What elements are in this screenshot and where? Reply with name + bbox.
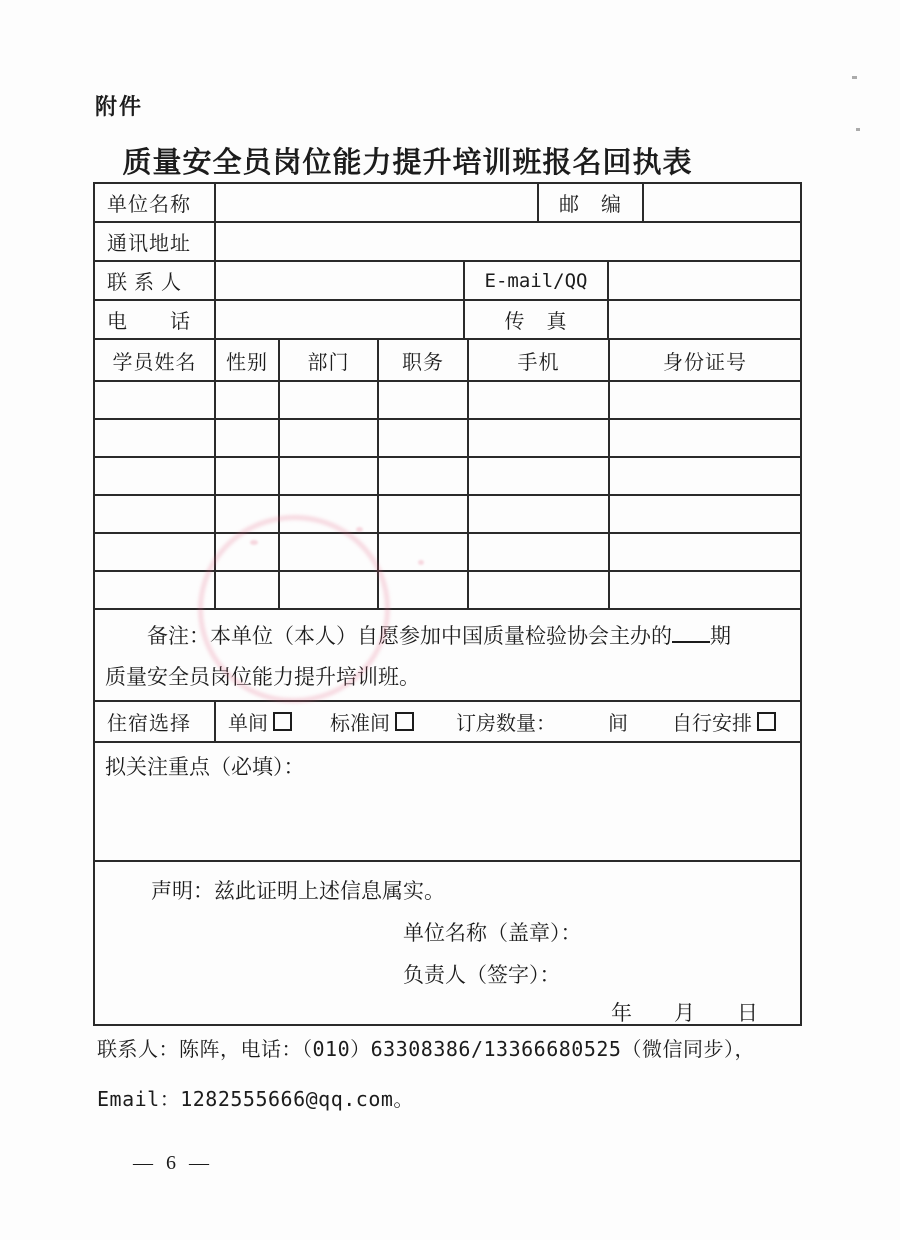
remark-text-prefix: 备注：本单位（本人）自愿参加中国质量检验协会主办的 — [147, 624, 672, 648]
student-empty-rows — [95, 382, 800, 610]
student-cell — [280, 382, 379, 418]
student-cell — [469, 572, 610, 608]
postal-code-label: 邮 编 — [539, 184, 644, 221]
blank-underline — [672, 620, 710, 643]
remark-line-1 — [105, 616, 790, 657]
declaration-statement: 声明：兹此证明上述信息属实。 — [151, 879, 445, 903]
unit-name-value-cell — [216, 184, 539, 221]
student-row — [95, 572, 800, 610]
student-header-id-number: 身份证号 — [663, 351, 747, 374]
registration-form-table — [93, 182, 802, 1026]
footer-contact-line: 联系人：陈阵，电话：（010）63308386/13366680525（微信同步）， — [97, 1037, 755, 1061]
student-cell — [280, 572, 379, 608]
self-arrange-label: 自行安排 — [672, 713, 752, 735]
student-cell — [469, 496, 610, 532]
attachment-label: 附件 — [95, 94, 144, 119]
student-cell — [95, 420, 216, 456]
scan-speck — [852, 76, 857, 79]
row-unit-name — [95, 184, 800, 223]
student-cell — [610, 458, 800, 494]
page-number: — 6 — — [133, 1152, 213, 1174]
student-cell — [95, 458, 216, 494]
booking-qty-label: 订房数量： — [456, 713, 556, 735]
focus-label: 拟关注重点（必填）： — [105, 755, 305, 779]
focus-section — [95, 743, 800, 862]
accommodation-row — [95, 702, 800, 743]
email-qq-label: E-mail/QQ — [465, 262, 609, 299]
student-cell — [95, 534, 216, 570]
student-cell — [95, 572, 216, 608]
student-cell — [216, 420, 280, 456]
student-cell — [95, 496, 216, 532]
page-title: 质量安全员岗位能力提升培训班报名回执表 — [122, 147, 693, 179]
row-address — [95, 223, 800, 262]
student-cell — [610, 534, 800, 570]
remark-line-2: 质量安全员岗位能力提升培训班。 — [105, 665, 420, 689]
student-cell — [379, 458, 469, 494]
row-contact — [95, 262, 800, 301]
room-unit-label: 间 — [608, 713, 628, 735]
contact-label: 联 系 人 — [95, 262, 216, 299]
fax-label: 传 真 — [465, 301, 609, 338]
email-qq-value-cell — [609, 262, 800, 299]
contact-value-cell — [216, 262, 465, 299]
student-cell — [216, 382, 280, 418]
phone-label: 电 话 — [95, 301, 216, 338]
student-header-mobile: 手机 — [469, 340, 610, 380]
declaration-section — [95, 862, 800, 1024]
student-header-gender: 性别 — [216, 340, 280, 380]
student-cell — [379, 496, 469, 532]
sign-line: 负责人（签字）： — [403, 963, 561, 987]
remark-section — [95, 610, 800, 702]
standard-room-label: 标准间 — [330, 713, 390, 735]
student-cell — [379, 420, 469, 456]
student-cell — [216, 458, 280, 494]
student-header-department: 部门 — [280, 340, 379, 380]
student-header-position: 职务 — [379, 340, 469, 380]
student-cell — [379, 534, 469, 570]
remark-text-suffix: 期 — [710, 624, 731, 648]
self-arrange-checkbox — [757, 712, 776, 731]
seal-line: 单位名称（盖章）： — [403, 921, 582, 945]
unit-name-label: 单位名称 — [95, 184, 216, 221]
student-row — [95, 458, 800, 496]
student-cell — [216, 534, 280, 570]
accommodation-options — [216, 702, 800, 741]
accommodation-label: 住宿选择 — [95, 702, 216, 741]
student-row — [95, 496, 800, 534]
student-header-row — [95, 340, 800, 382]
self-arrange-option — [672, 707, 776, 736]
student-cell — [469, 382, 610, 418]
student-cell — [280, 534, 379, 570]
student-cell — [469, 534, 610, 570]
student-cell — [216, 572, 280, 608]
single-room-label: 单间 — [228, 713, 268, 735]
footer-email-line: Email：1282555666@qq.com。 — [97, 1087, 414, 1111]
student-row — [95, 534, 800, 572]
phone-value-cell — [216, 301, 465, 338]
student-cell — [610, 496, 800, 532]
single-room-checkbox — [273, 712, 292, 731]
student-cell — [280, 458, 379, 494]
student-cell — [216, 496, 280, 532]
student-cell — [280, 496, 379, 532]
student-row — [95, 382, 800, 420]
student-header-name: 学员姓名 — [95, 340, 216, 380]
student-cell — [469, 458, 610, 494]
row-phone — [95, 301, 800, 340]
address-label: 通讯地址 — [95, 223, 216, 260]
student-cell — [469, 420, 610, 456]
postal-code-value-cell — [644, 184, 800, 221]
student-cell — [610, 572, 800, 608]
fax-value-cell — [609, 301, 800, 338]
address-value-cell — [216, 223, 800, 260]
single-room-option — [228, 707, 292, 736]
student-row — [95, 420, 800, 458]
student-cell — [379, 572, 469, 608]
standard-room-option — [330, 707, 414, 736]
student-cell — [379, 382, 469, 418]
student-cell — [610, 420, 800, 456]
standard-room-checkbox — [395, 712, 414, 731]
student-cell — [95, 382, 216, 418]
student-cell — [280, 420, 379, 456]
date-line: 年 月 日 — [611, 1001, 758, 1025]
scan-speck — [856, 128, 860, 131]
student-cell — [610, 382, 800, 418]
